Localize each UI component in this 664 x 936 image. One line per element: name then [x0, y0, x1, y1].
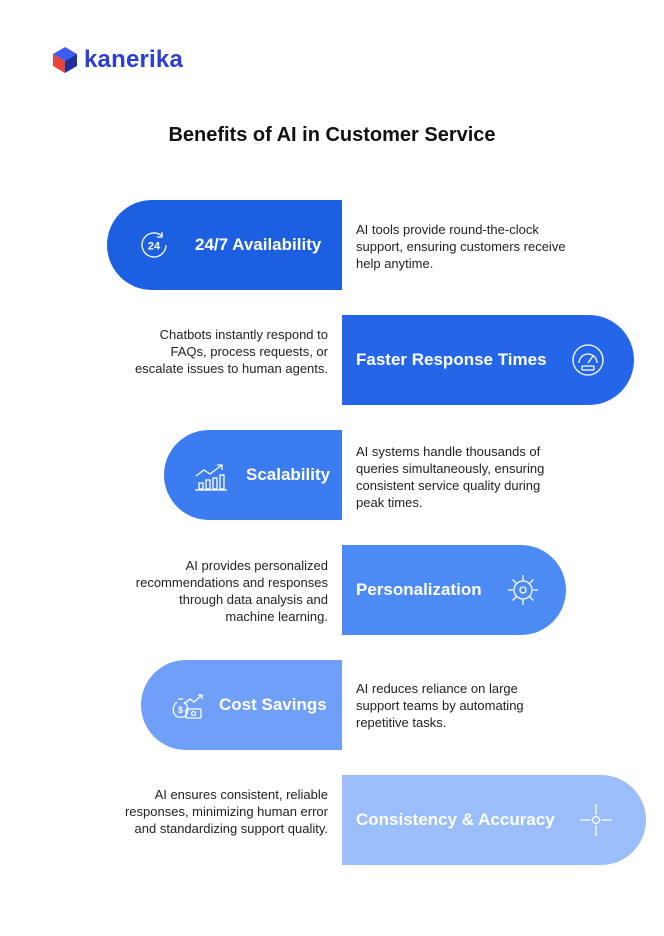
benefit-pill-response-times — [342, 315, 634, 405]
page-title: Benefits of AI in Customer Service — [168, 124, 496, 146]
benefit-description: AI systems handle thousands of queries simultaneously, ensuring consistent service quality during peak times. — [356, 444, 545, 510]
benefit-pill-cost-savings — [141, 660, 342, 750]
benefit-description: AI reduces reliance on large support teams by automating repetitive tasks. — [356, 681, 524, 730]
crosshair-icon — [577, 801, 615, 839]
gear-icon — [504, 571, 542, 609]
brand-name: kanerika — [84, 46, 184, 73]
benefit-label: Consistency & Accuracy — [356, 810, 555, 829]
benefit-label: Cost Savings — [219, 695, 327, 714]
brand-logo — [52, 46, 183, 74]
benefit-pill-personalization — [342, 545, 566, 635]
svg-text:$: $ — [177, 705, 184, 715]
benefit-description: Chatbots instantly respond to FAQs, process requests, or escalate issues to human agents. — [135, 327, 328, 376]
benefit-label: Scalability — [246, 465, 331, 484]
benefit-pill-availability — [107, 200, 342, 290]
benefit-description: AI ensures consistent, reliable responses, minimizing human error and standardizing support quality. — [124, 787, 328, 836]
speedometer-icon — [569, 341, 607, 379]
growth-chart-icon — [192, 456, 230, 494]
benefit-description: AI provides personalized recommendations and responses through data analysis and machine learning. — [135, 558, 328, 624]
benefit-pill-scalability — [164, 430, 342, 520]
clock-24-icon — [135, 226, 173, 264]
money-savings-icon — [169, 686, 207, 724]
benefit-pill-consistency — [342, 775, 646, 865]
benefit-description: AI tools provide round-the-clock support, ensuring customers receive help anytime. — [356, 222, 566, 271]
svg-text:24: 24 — [147, 240, 161, 253]
logo-cube-icon — [52, 46, 78, 74]
benefit-label: 24/7 Availability — [195, 235, 322, 254]
benefit-label: Personalization — [356, 580, 482, 599]
benefit-label: Faster Response Times — [356, 350, 547, 369]
